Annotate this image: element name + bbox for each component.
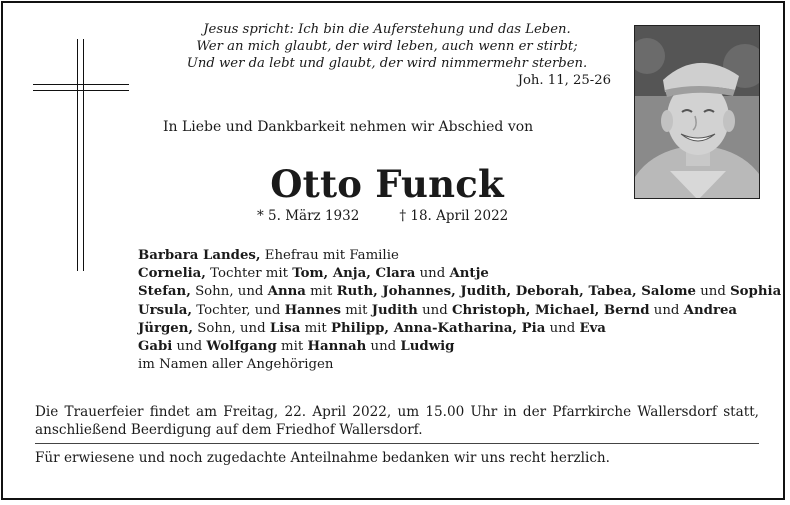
mourner-name: Ruth, Johannes, Judith, Deborah, Tabea, Salome (336, 284, 696, 300)
intro-text: In Liebe und Dankbarkeit nehmen wir Abschied von (163, 119, 534, 135)
mourner-name: Ursula, (138, 302, 193, 318)
mourner-text: Tochter, und (192, 302, 285, 318)
mourner-text: und (545, 320, 580, 336)
mourners-list (138, 247, 781, 374)
mourner-text: mit (276, 339, 308, 355)
mourner-name: Lisa (269, 320, 301, 336)
mourner-name: Antje (449, 266, 489, 282)
mourner-name: Hannah (307, 339, 367, 355)
mourner-text: mit (300, 320, 332, 336)
mourner-text: und (366, 339, 401, 355)
verse-line-2: Wer an mich glaubt, der wird leben, auch wenn er stirbt; (196, 39, 578, 54)
mourner-line (138, 265, 781, 283)
portrait-photo (634, 25, 760, 199)
mourner-text: und (649, 302, 684, 318)
bible-verse (163, 21, 611, 89)
verse-line-1: Jesus spricht: Ich bin die Auferstehung und das Leben. (203, 22, 571, 37)
mourner-name: Tom, Anja, Clara (292, 266, 416, 282)
mourner-text: Sohn, und (190, 284, 268, 300)
mourner-text: und (172, 339, 207, 355)
mourner-name: Sophia (730, 284, 782, 300)
cross-icon (33, 39, 129, 271)
mourner-text: und (695, 284, 731, 300)
mourner-name: Philipp, Anna-Katharina, Pia (331, 320, 546, 336)
life-dates (257, 208, 508, 224)
mourner-text: im Namen aller Angehörigen (138, 357, 334, 373)
verse-line-3: Und wer da lebt und glaubt, der wird nimmermehr sterben. (186, 56, 588, 71)
mourner-name: Judith (371, 302, 418, 318)
mourner-text: und (417, 302, 452, 318)
deceased-name: Otto Funck (270, 162, 504, 206)
mourner-text: mit (341, 302, 372, 318)
mourner-line (138, 320, 781, 338)
mourner-line (138, 283, 781, 301)
mourner-name: Eva (579, 320, 606, 336)
mourner-text: Tochter mit (205, 266, 293, 282)
mourner-line (138, 302, 781, 320)
obituary-frame (1, 1, 785, 500)
funeral-notice: Die Trauerfeier findet am Freitag, 22. April 2022, um 15.00 Uhr in der Pfarrkirche Wallersdorf statt, anschließend Beerdigung auf dem Friedhof Wallersdorf. (35, 404, 759, 438)
verse-reference: Joh. 11, 25-26 (517, 73, 611, 88)
mourner-line (138, 247, 781, 265)
mourner-line (138, 338, 781, 356)
mourner-name: Anna (267, 284, 306, 300)
birth-date: * 5. März 1932 (257, 208, 360, 224)
divider (35, 443, 759, 444)
death-date: † 18. April 2022 (399, 208, 509, 224)
portrait-image (635, 26, 760, 199)
mourner-name: Gabi (138, 339, 173, 355)
mourner-name: Jürgen, (138, 320, 194, 336)
mourner-name: Hannes (284, 302, 342, 318)
mourner-name: Christoph, Michael, Bernd (451, 302, 650, 318)
mourner-name: Ludwig (400, 339, 455, 355)
mourner-line (138, 356, 781, 374)
mourner-name: Andrea (683, 302, 738, 318)
mourner-name: Wolfgang (206, 339, 277, 355)
mourner-text: Ehefrau mit Familie (260, 248, 399, 263)
mourner-name: Barbara Landes, (138, 248, 261, 263)
mourner-text: Sohn, und (193, 320, 270, 336)
mourner-name: Cornelia, (138, 266, 206, 282)
mourner-text: und (415, 266, 450, 282)
mourner-text: mit (305, 284, 337, 300)
mourner-name: Stefan, (138, 284, 191, 300)
thanks-note: Für erwiesene und noch zugedachte Anteilnahme bedanken wir uns recht herzlich. (35, 450, 611, 466)
